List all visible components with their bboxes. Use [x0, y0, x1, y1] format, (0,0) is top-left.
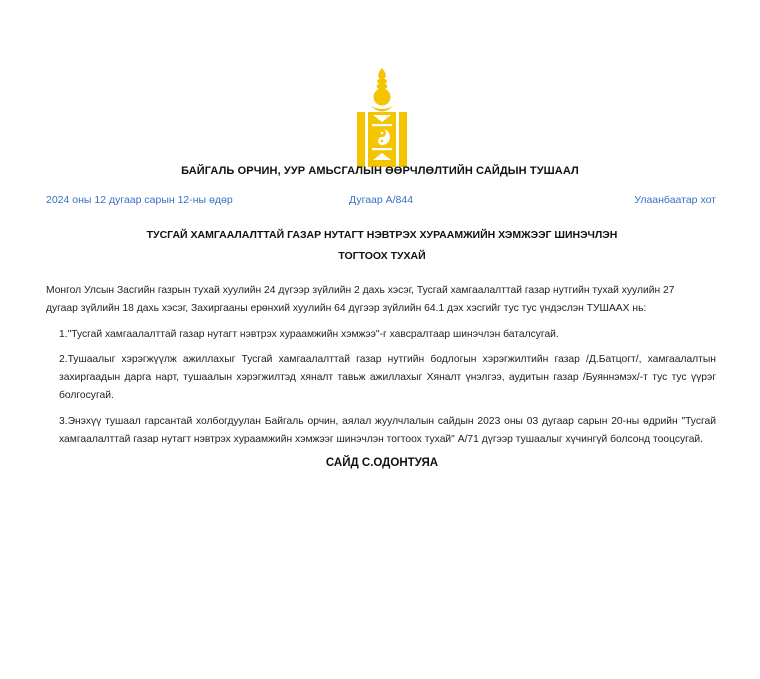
- ministry-title: БАЙГАЛЬ ОРЧИН, УУР АМЬСГАЛЫН ӨӨРЧЛӨЛТИЙН САЙДЫН ТУШААЛ: [181, 165, 579, 177]
- order-date: 2024 оны 12 дугаар сарын 12-ны өдөр: [46, 194, 233, 206]
- signature: САЙД С.ОДОНТУЯА: [325, 457, 439, 469]
- clause-1: 1."Тусгай хамгаалалттай газар нутагт нэвтрэх хураамжийн хэмжээ"-г хавсралтаар шинэчлэн баталсугай.: [59, 329, 559, 340]
- clause-2: 2.Тушаалыг хэрэгжүүлж ажиллахыг Тусгай хамгаалалттай газар нутгийн бодлогын хэрэгжилтийн газар /Д.Батцогт/, хамгаалалтын захиргаадын дарга нарт, тушаалын хэрэгжилтэд хяналт тавьж ажиллахыг Хяналт үнэлгээ, аудитын газар /Буяннэмэх/-т тус тус үүрэг болгосугай.: [59, 354, 716, 401]
- order-heading-line2: ТОГТООХ ТУХАЙ: [338, 250, 426, 262]
- order-heading-line1: ТУСГАЙ ХАМГААЛАЛТТАЙ ГАЗАР НУТАГТ НЭВТРЭХ ХУРААМЖИЙН ХЭМЖЭЭГ ШИНЭЧЛЭН: [146, 229, 618, 241]
- clause-3: 3.Энэхүү тушаал гарсантай холбогдуулан Байгаль орчин, аялал жуулчлалын сайдын 2023 оны 03 дугаар сарын 20-ны өдрийн "Тусгай хамгаалалттай газар нутагт нэвтрэх хураамжийн хэмжээг шинэчлэн тогтоох тухай" А/71 дүгээр тушаалыг хүчингүй болсонд тооцсугай.: [59, 416, 716, 445]
- order-place: Улаанбаатар хот: [634, 194, 716, 206]
- order-number: Дугаар А/844: [349, 194, 414, 206]
- intro-paragraph: Монгол Улсын Засгийн газрын тухай хуулийн 24 дүгээр зүйлийн 2 дахь хэсэг, Тусгай хамгаалалттай газар нутгийн тухай хуулийн 27 дугаар зүйлийн 18 дахь хэсэг, Захиргааны ерөнхий хуулийн 64 дүгээр зүйлийн 64.1 дэх хэсгийг тус тус үндэслэн ТУШААХ нь:: [46, 285, 675, 314]
- order-meta-row: [46, 194, 716, 208]
- state-emblem-icon: [355, 66, 409, 168]
